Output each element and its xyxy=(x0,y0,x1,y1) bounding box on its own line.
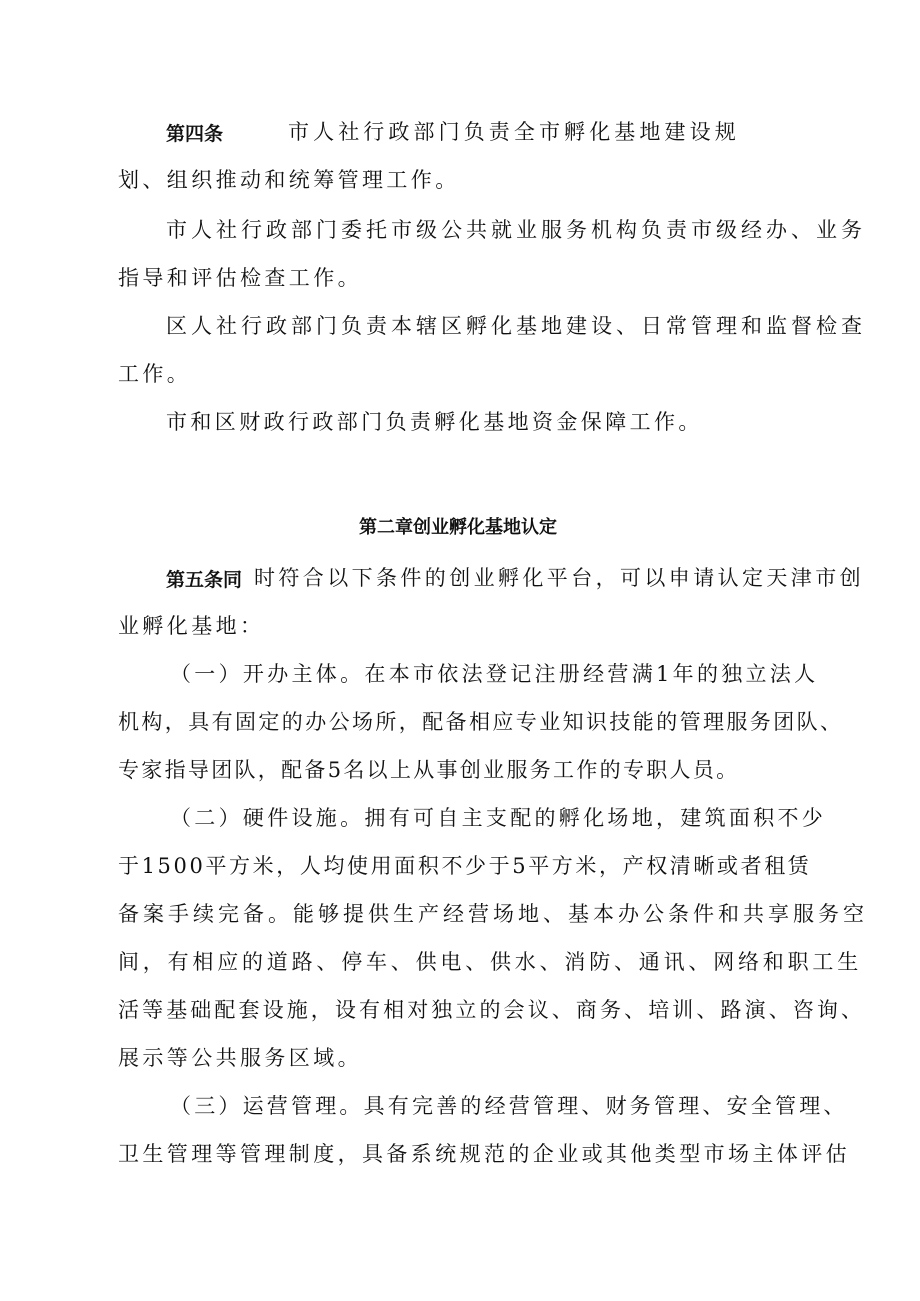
article-4-p4-line-1: 市和区财政行政部门负责孵化基地资金保障工作。 xyxy=(166,410,703,434)
article-5-line-1: 时符合以下条件的创业孵化平台，可以申请认定天津市创 xyxy=(254,566,864,590)
article-5-item-2-line-3: 备案手续完备。能够提供生产经营场地、基本办公条件和共享服务空 xyxy=(118,902,868,926)
article-4-p3-line-1: 区人社行政部门负责本辖区孵化基地建设、日常管理和监督检查 xyxy=(166,314,866,338)
article-4-line-1: 市人社行政部门负责全市孵化基地建设规 xyxy=(288,120,740,144)
article-5-item-1-line-3: 专家指导团队，配备5名以上从事创业服务工作的专职人员。 xyxy=(118,758,740,782)
article-4-p2-line-1: 市人社行政部门委托市级公共就业服务机构负责市级经办、业务 xyxy=(166,218,866,242)
article-5-item-3-line-2: 卫生管理等管理制度，具备系统规范的企业或其他类型市场主体评估 xyxy=(118,1142,850,1166)
article-5-item-1-line-2: 机构，具有固定的办公场所，配备相应专业知识技能的管理服务团队、 xyxy=(118,710,844,734)
article-4-label: 第四条 xyxy=(166,123,224,145)
article-4-p3-line-2: 工作。 xyxy=(118,362,192,386)
article-5-item-2-line-2: 于1500平方米，人均使用面积不少于5平方米，产权清晰或者租赁 xyxy=(118,854,812,878)
article-5-line-2: 业孵化基地： xyxy=(118,614,265,638)
article-4-line-2: 划、组织推动和统筹管理工作。 xyxy=(118,168,460,192)
article-5-item-2-line-4: 间，有相应的道路、停车、供电、供水、消防、通讯、网络和职工生 xyxy=(118,950,862,974)
article-5-item-2-line-1: （二）硬件设施。拥有可自主支配的孵化场地，建筑面积不少 xyxy=(170,806,827,830)
article-5-item-1-line-1: （一）开办主体。在本市依法登记注册经营满1年的独立法人 xyxy=(170,662,819,686)
article-5-item-2-line-6: 展示等公共服务区域。 xyxy=(118,1046,362,1070)
article-5-label: 第五条同 xyxy=(166,569,243,591)
chapter-2-title: 第二章创业孵化基地认定 xyxy=(359,517,557,538)
article-5-item-3-line-1: （三）运营管理。具有完善的经营管理、财务管理、安全管理、 xyxy=(170,1094,848,1118)
article-5-item-2-line-5: 活等基础配套设施，设有相对独立的会议、商务、培训、路演、咨询、 xyxy=(118,998,866,1022)
article-4-p2-line-2: 指导和评估检查工作。 xyxy=(118,266,362,290)
